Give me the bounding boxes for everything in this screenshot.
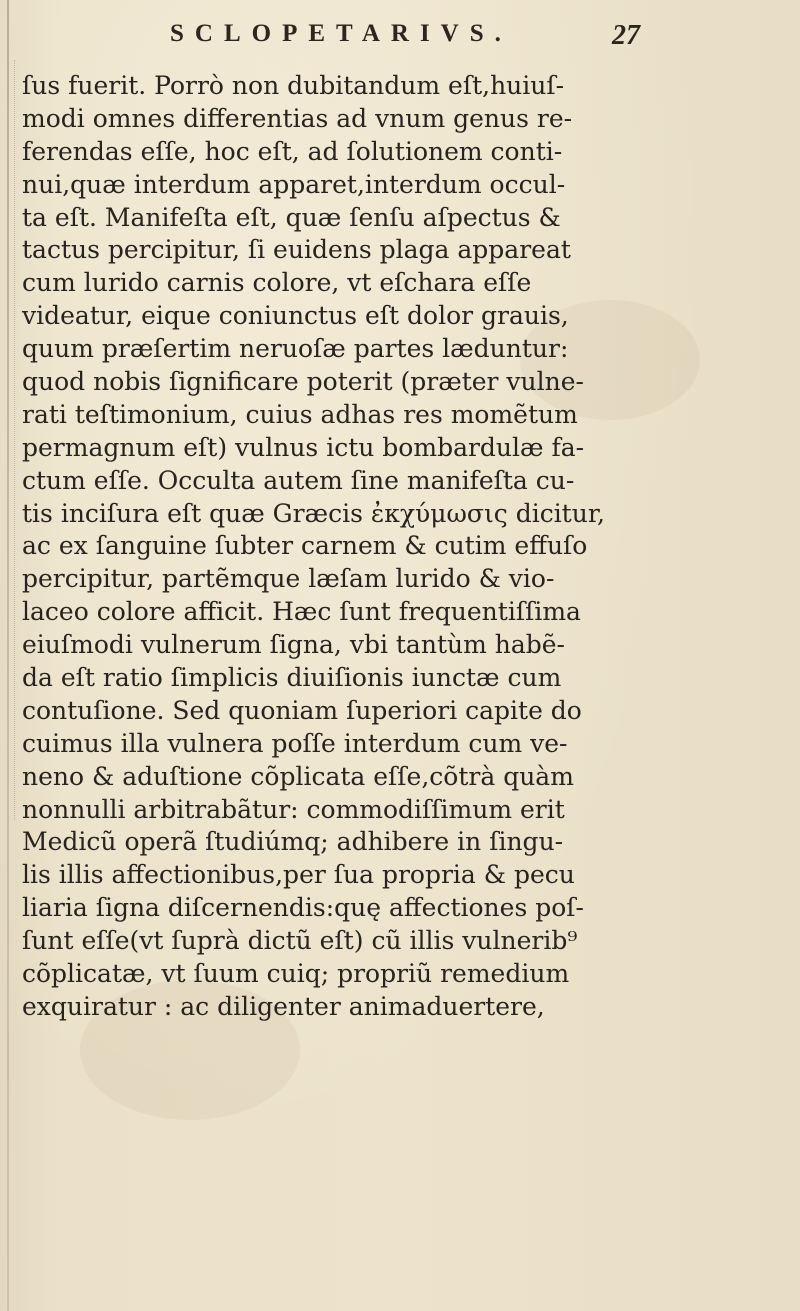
text-line: liaria ſigna diſcernendis:quę affectiones poſ-	[22, 893, 584, 923]
page-number: 27	[612, 20, 640, 51]
text-line: tis inciſura eſt quæ Græcis ἐκχύμωσις dicitur,	[22, 498, 605, 528]
text-line: quod nobis ſignificare poterit (præter vulne-	[22, 367, 584, 397]
text-line: tactus percipitur, ſi euidens plaga appareat	[22, 235, 571, 265]
running-title: SCLOPETARIVS.	[170, 20, 512, 47]
text-line: neno & aduſtione cõplicata eſſe,cõtrà quàm	[22, 761, 574, 791]
body-text	[22, 70, 662, 1024]
text-line: cum lurido carnis colore, vt eſchara eſſe	[22, 268, 532, 298]
text-line: modi omnes differentias ad vnum genus re-	[22, 103, 573, 133]
text-line: ferendas eſſe, hoc eſt, ad ſolutionem conti-	[22, 136, 563, 166]
text-line: lis illis affectionibus,per ſua propria & pecu	[22, 860, 575, 890]
text-line: Medicũ operã ſtudiúmq; adhibere in ſingu-	[22, 827, 564, 857]
text-line: da eſt ratio ſimplicis diuiſionis iunctæ cum	[22, 663, 562, 693]
text-line: nonnulli arbitrabãtur: commodiſſimum erit	[22, 794, 565, 824]
margin-rule	[14, 60, 16, 820]
text-line: ac ex ſanguine ſubter carnem & cutim effuſo	[22, 531, 588, 561]
text-line: ſunt eſſe(vt ſuprà dictũ eſt) cũ illis vulnerib⁹	[22, 926, 578, 956]
text-line: nui,quæ interdum apparet,interdum occul-	[22, 169, 566, 199]
text-line: laceo colore afficit. Hæc ſunt frequentiſſima	[22, 597, 581, 627]
text-line: ta eſt. Manifeſta eſt, quæ ſenſu aſpectus &	[22, 202, 561, 232]
text-line: rati teſtimonium, cuius adhas res momẽtum	[22, 399, 578, 429]
text-line: videatur, eique coniunctus eſt dolor grauis,	[22, 301, 569, 331]
text-line: percipitur, partẽmque læſam lurido & vio-	[22, 564, 555, 594]
text-line: exquiratur : ac diligenter animaduertere,	[22, 991, 545, 1021]
text-line: cõplicatæ, vt ſuum cuiq; propriũ remedium	[22, 959, 570, 989]
text-line: ctum eſſe. Occulta autem ſine manifeſta cu-	[22, 465, 575, 495]
page-header	[0, 20, 800, 60]
text-line: contuſione. Sed quoniam ſuperiori capite do	[22, 695, 582, 725]
text-line: cuimus illa vulnera poſſe interdum cum ve-	[22, 728, 568, 758]
text-line: ſus fuerit. Porrò non dubitandum eſt,huiuſ-	[22, 71, 565, 100]
text-line: eiuſmodi vulnerum ſigna, vbi tantùm habẽ-	[22, 630, 565, 660]
text-line: permagnum eſt) vulnus ictu bombardulæ fa-	[22, 432, 585, 462]
text-line: quum præſertim neruoſæ partes læduntur:	[22, 334, 569, 364]
binding-gutter	[7, 0, 9, 1311]
